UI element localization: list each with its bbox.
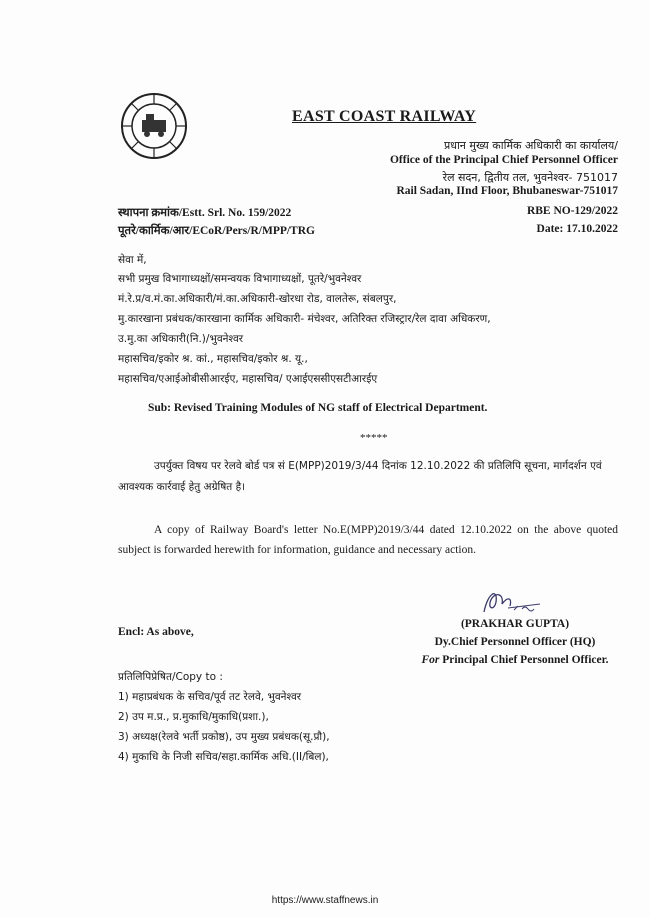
establishment-serial-number: स्थापना क्रमांक/Estt. Srl. No. 159/2022: [118, 207, 292, 219]
copy-to-item: 1) महाप्रबंधक के सचिव/पूर्व तट रेलवे, भुवनेश्वर: [118, 691, 302, 703]
enclosure-note: Encl: As above,: [118, 626, 194, 638]
signatory-name: (PRAKHAR GUPTA): [460, 618, 570, 630]
copy-to-item: 4) मुकाधि के निजी सचिव/सहा.कार्मिक अधि.(II/बिल),: [118, 751, 329, 763]
office-address-english: Rail Sadan, IInd Floor, Bhubaneswar-751017: [396, 185, 618, 197]
copy-to-item: 2) उप म.प्र., प्र.मुकाधि/मुकाधि(प्रशा.),: [118, 711, 269, 723]
file-reference-number: पूतरे/कार्मिक/आर/ECoR/Pers/R/MPP/TRG: [118, 225, 315, 237]
office-address-hindi: रेल सदन, द्वितीय तल, भुवनेश्वर- 751017: [442, 171, 618, 184]
for-principal-chief-personnel-officer: Principal Chief Personnel Officer.: [439, 654, 609, 666]
indian-railways-emblem-icon: [120, 92, 188, 160]
addressee-line: सभी प्रमुख विभागाध्यक्षों/समन्वयक विभागाध्यक्षों, पूतरे/भुवनेश्वर: [118, 273, 362, 285]
addressee-line: मं.रे.प्र/व.मं.का.अधिकारी/मं.का.अधिकारी-खोरधा रोड, वालतेरू, संबलपुर,: [118, 293, 397, 305]
paragraph-english: A copy of Railway Board's letter No.E(MPP)2019/3/44 dated 12.10.2022 on the above quoted subject is forwarded herewith for information, guidance and necessary action.: [118, 524, 618, 556]
office-name-english: Office of the Principal Chief Personnel Officer: [389, 154, 618, 166]
letter-date: Date: 17.10.2022: [536, 223, 618, 235]
handwritten-signature-icon: [478, 584, 548, 620]
footer-url[interactable]: https://www.staffnews.in: [271, 895, 379, 906]
for-prefix: For: [421, 654, 440, 666]
paragraph-hindi: उपर्युक्त विषय पर रेलवे बोर्ड पत्र सं E(MPP)2019/3/44 दिनांक 12.10.2022 की प्रतिलिपि सूचना, मार्गदर्शन एवं आवश्यक कार्रवाई हेतु अग्रेषित है।: [118, 460, 602, 493]
office-name-hindi: प्रधान मुख्य कार्मिक अधिकारी का कार्यालय/: [443, 139, 618, 152]
subject-line: Sub: Revised Training Modules of NG staff of Electrical Department.: [148, 402, 488, 414]
copy-to-heading: प्रतिलिपिप्रेषित/Copy to :: [118, 671, 223, 683]
addressee-line: महासचिव/इकोर श्र. कां., महासचिव/इकोर श्र. यू.,: [118, 353, 308, 365]
separator-stars: *****: [360, 432, 388, 444]
addressee-line: उ.मु.का अधिकारी(नि.)/भुवनेश्वर: [118, 333, 244, 345]
addressee-line: सेवा में,: [118, 254, 147, 266]
copy-to-item: 3) अध्यक्ष(रेलवे भर्ती प्रकोष्ठ), उप मुख्य प्रबंधक(सू.प्रौ),: [118, 731, 330, 743]
addressee-line: महासचिव/एआईओबीसीआरईए, महासचिव/ एआईएससीएसटीआरईए: [118, 373, 378, 385]
rbe-number: RBE NO-129/2022: [526, 205, 618, 217]
railway-title: EAST COAST RAILWAY: [292, 108, 477, 125]
signatory-on-behalf-of: [395, 654, 635, 666]
addressee-line: मु.कारखाना प्रबंधक/कारखाना कार्मिक अधिकारी- मंचेश्वर, अतिरिक्त रजिस्ट्रार/रेल दावा अधिकरण,: [118, 313, 491, 325]
signatory-designation: Dy.Chief Personnel Officer (HQ): [434, 636, 596, 648]
